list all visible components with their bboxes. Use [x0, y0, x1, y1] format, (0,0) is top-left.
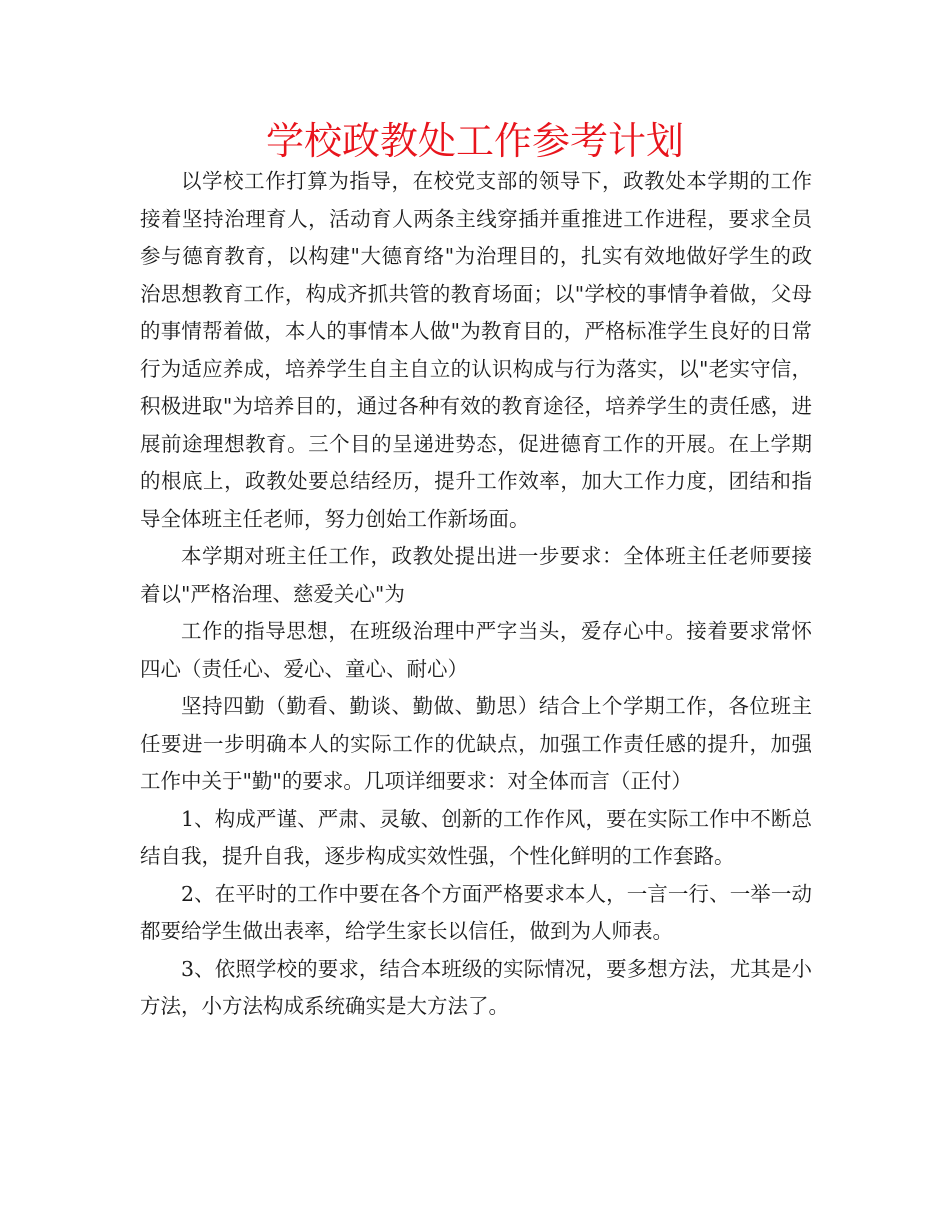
paragraph-requirements: 本学期对班主任工作，政教处提出进一步要求：全体班主任老师要接着以"严格治理、慈爱关心"为 [140, 544, 812, 606]
paragraph-item-1: 1、构成严谨、严肃、灵敏、创新的工作作风，要在实际工作中不断总结自我，提升自我，逐步构成实效性强，个性化鲜明的工作套路。 [140, 806, 812, 868]
document-body [140, 163, 812, 1026]
paragraph-item-3: 3、依照学校的要求，结合本班级的实际情况，要多想方法，尤其是小方法，小方法构成系统确实是大方法了。 [140, 956, 812, 1018]
document-title: 学校政教处工作参考计划 [265, 119, 684, 163]
paragraph-intro: 以学校工作打算为指导，在校党支部的领导下，政教处本学期的工作接着坚持治理育人，活动育人两条主线穿插并重推进工作进程，要求全员参与德育教育，以构建"大德育络"为治理目的，扎实有效地做好学生的政治思想教育工作，构成齐抓共管的教育场面；以"学校的事情争着做，父母的事情帮着做，本人的事情本人做"为教育目的，严格标准学生良好的日常行为适应养成，培养学生自主自立的认识构成与行为落实，以"老实守信，积极进取"为培养目的，通过各种有效的教育途径，培养学生的责任感，进展前途理想教育。三个目的呈递进势态，促进德育工作的开展。在上学期的根底上，政教处要总结经历，提升工作效率，加大工作力度，团结和指导全体班主任老师，努力创始工作新场面。 [140, 169, 812, 531]
paragraph-item-2: 2、在平时的工作中要在各个方面严格要求本人，一言一行、一举一动都要给学生做出表率，给学生家长以信任，做到为人师表。 [140, 881, 812, 943]
paragraph-guiding-thought: 工作的指导思想，在班级治理中严字当头，爱存心中。接着要求常怀四心（责任心、爱心、童心、耐心） [140, 619, 812, 681]
paragraph-four-diligences: 坚持四勤（勤看、勤谈、勤做、勤思）结合上个学期工作，各位班主任要进一步明确本人的实际工作的优缺点，加强工作责任感的提升，加强工作中关于"勤"的要求。几项详细要求：对全体而言（正付） [140, 694, 812, 793]
